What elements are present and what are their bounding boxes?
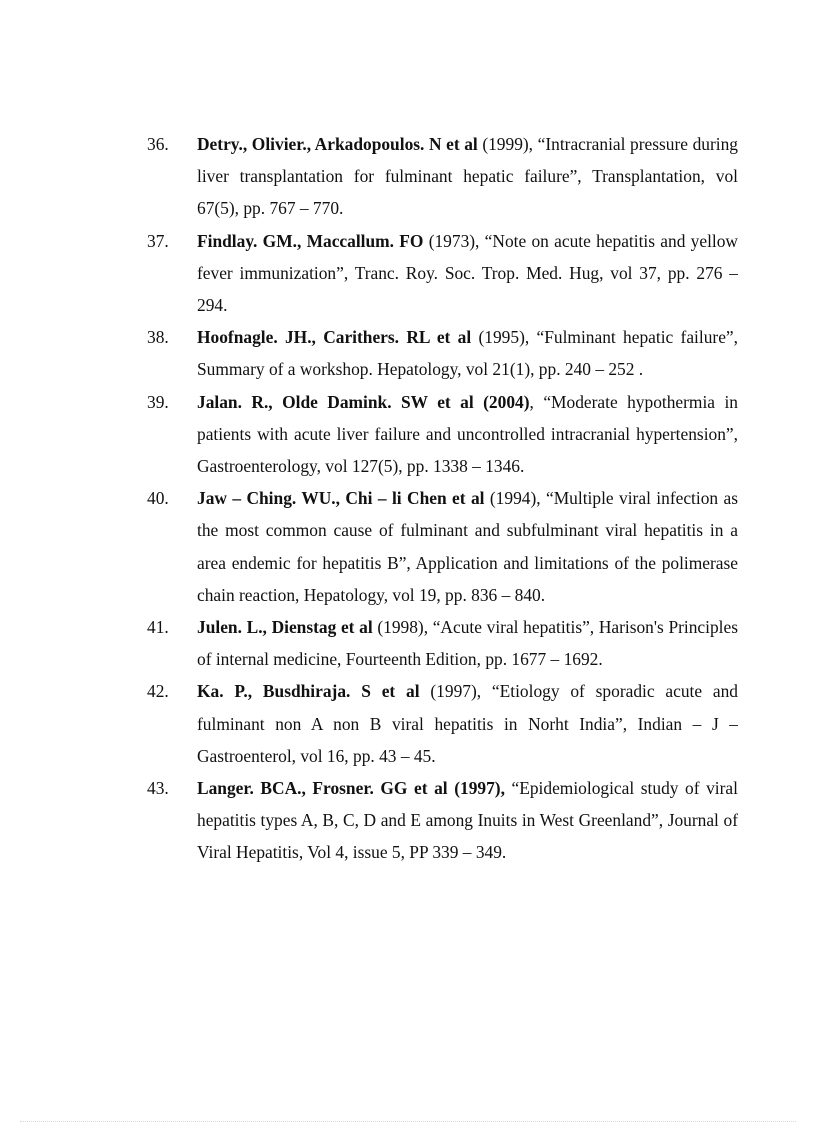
page-bottom-divider <box>20 1121 796 1122</box>
reference-text <box>197 772 738 869</box>
reference-number: 39. <box>147 391 169 412</box>
reference-number: 43. <box>147 778 169 799</box>
reference-item <box>147 675 738 772</box>
reference-number: 38. <box>147 327 169 348</box>
reference-details: (1999), “Intracranial pressure during liver transplantation for fulminant hepatic failure”, Transplantation, vol 67(5), pp. 767 – 770. <box>197 134 738 219</box>
reference-text <box>197 386 738 483</box>
reference-authors: Jaw – Ching. WU., Chi – li Chen et al <box>197 488 485 509</box>
reference-details: “Epidemiological study of viral hepatitis types A, B, C, D and E among Inuits in West Greenland”, Journal of Viral Hepatitis, Vol 4, issue 5, PP 339 – 349. <box>197 778 738 863</box>
reference-number: 40. <box>147 488 169 509</box>
reference-item <box>147 482 738 611</box>
reference-number: 37. <box>147 230 169 251</box>
reference-details: , “Moderate hypothermia in patients with acute liver failure and uncontrolled intracranial hypertension”, Gastroenterology, vol 127(5), pp. 1338 – 1346. <box>197 391 738 477</box>
reference-authors: Ka. P., Busdhiraja. S et al <box>197 681 420 702</box>
reference-item <box>147 321 738 385</box>
reference-item <box>147 611 738 675</box>
reference-text <box>197 611 738 675</box>
reference-item <box>147 225 738 322</box>
reference-authors: Detry., Olivier., Arkadopoulos. N et al <box>197 134 478 154</box>
reference-authors: Findlay. GM., Maccallum. FO <box>197 230 424 251</box>
reference-number: 42. <box>147 681 169 702</box>
reference-item <box>147 128 738 225</box>
reference-authors: Hoofnagle. JH., Carithers. RL et al <box>197 327 472 348</box>
reference-text <box>197 675 738 772</box>
reference-item <box>147 772 738 869</box>
reference-details: (1998), “Acute viral hepatitis”, Harison's Principles of internal medicine, Fourteenth Edition, pp. 1677 – 1692. <box>197 617 738 670</box>
reference-details: (1995), “Fulminant hepatic failure”, Summary of a workshop. Hepatology, vol 21(1), pp. 240 – 252 . <box>197 327 738 380</box>
reference-details: (1973), “Note on acute hepatitis and yellow fever immunization”, Tranc. Roy. Soc. Trop. Med. Hug, vol 37, pp. 276 – 294. <box>197 230 738 316</box>
reference-details: (1997), “Etiology of sporadic acute and fulminant non A non B viral hepatitis in Norht India”, Indian – J – Gastroenterol, vol 16, pp. 43 – 45. <box>197 681 739 766</box>
reference-item <box>147 386 738 483</box>
reference-number: 36. <box>147 134 169 154</box>
reference-number: 41. <box>147 617 169 638</box>
reference-authors: Langer. BCA., Frosner. GG et al (1997), <box>197 778 505 799</box>
reference-details: (1994), “Multiple viral infection as the most common cause of fulminant and subfulminant viral hepatitis in a area endemic for hepatitis B”, Application and limitations of the polimerase chain reaction, Hepatology, vol 19, pp. 836 – 840. <box>197 488 739 605</box>
reference-authors: Julen. L., Dienstag et al <box>197 617 373 638</box>
reference-text <box>197 482 738 611</box>
reference-authors: Jalan. R., Olde Damink. SW et al (2004) <box>197 391 530 412</box>
reference-text <box>197 321 738 385</box>
reference-list <box>147 128 738 869</box>
reference-text <box>197 128 738 225</box>
reference-text <box>197 225 738 322</box>
